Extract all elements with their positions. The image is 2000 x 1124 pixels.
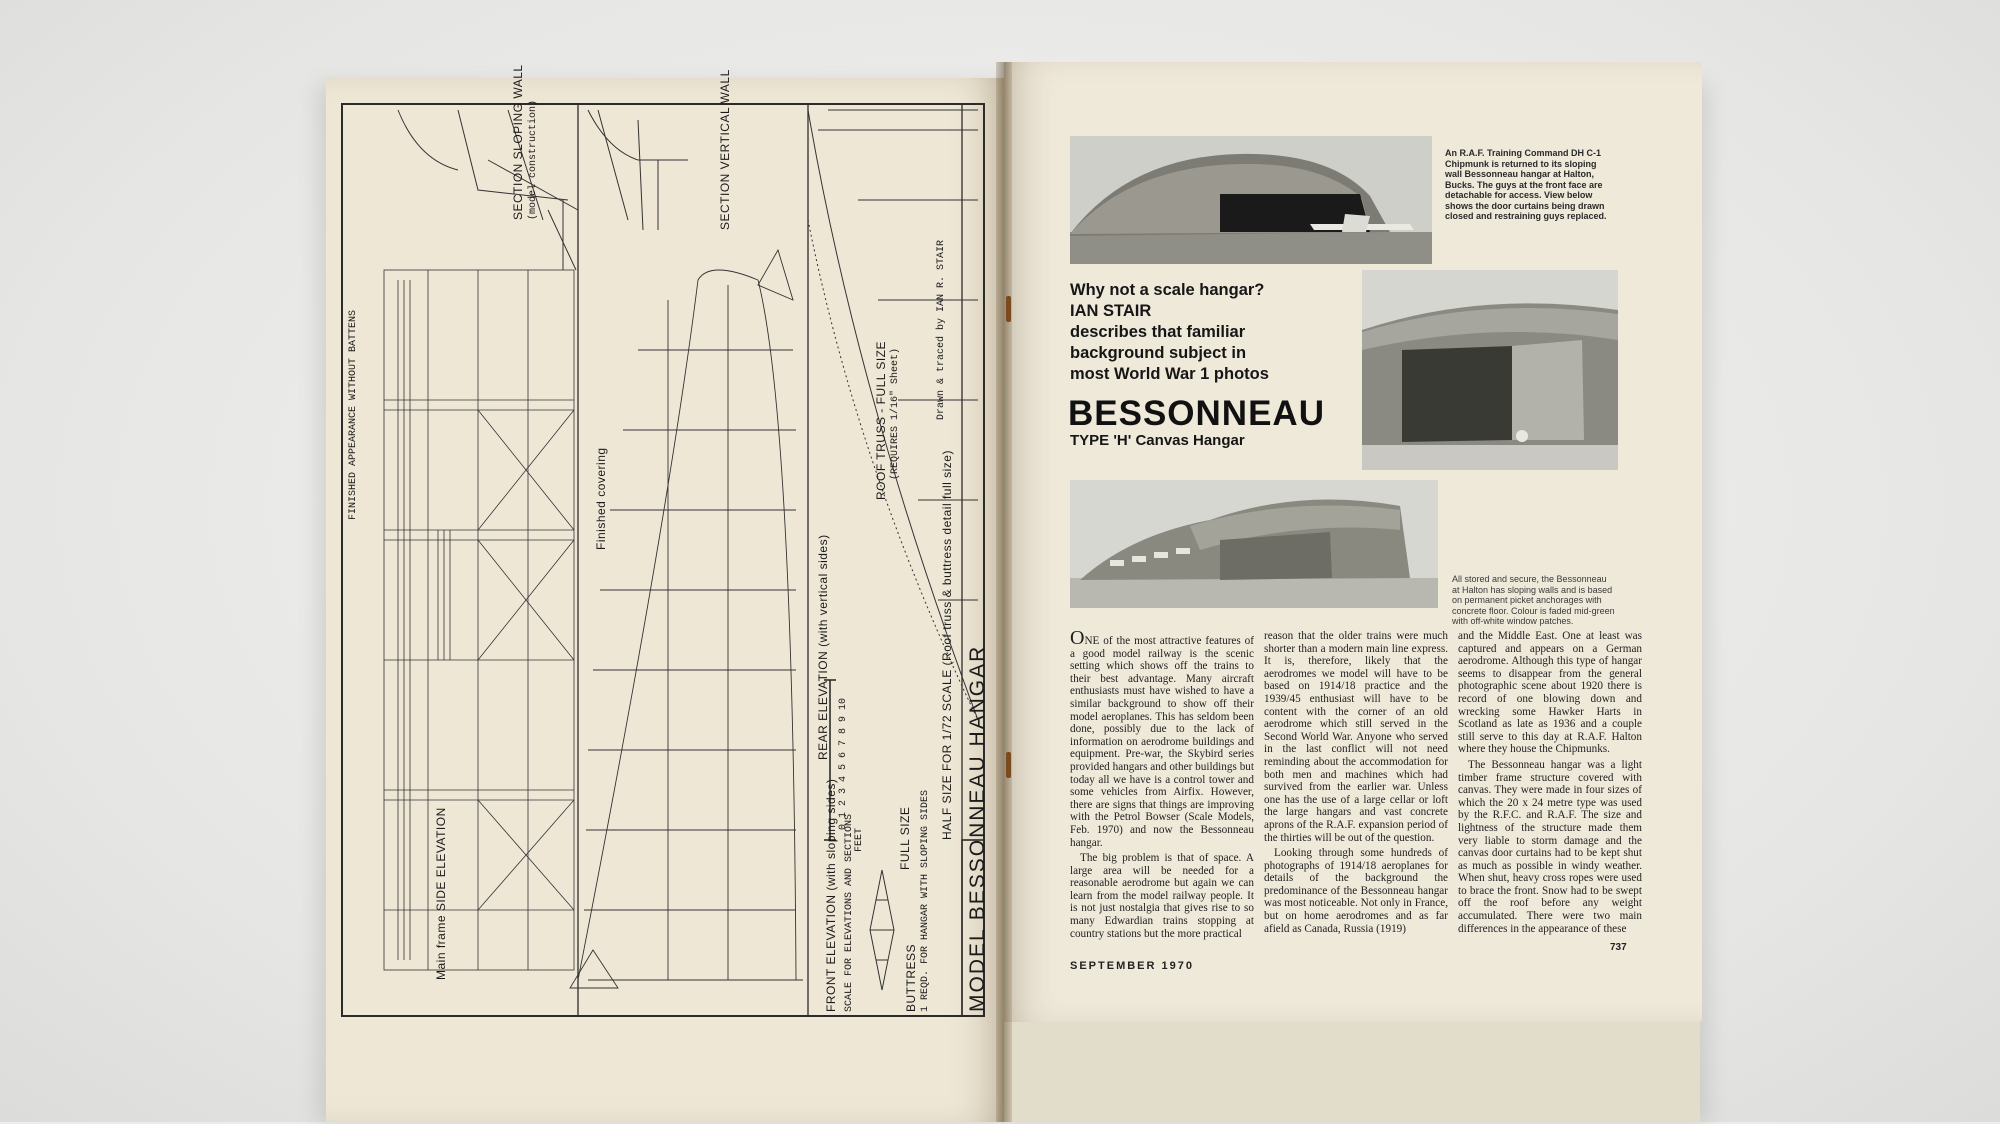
buttress-label: BUTTRESS: [904, 943, 918, 1012]
drawn-by-credit: Drawn & traced by IAN R. STAIR: [936, 239, 947, 420]
buttress-note: 1 REQD. FOR HANGAR WITH SLOPING SIDES: [920, 789, 931, 1012]
intro-line-5: most World War 1 photos: [1070, 365, 1269, 383]
body-column-2: [1264, 630, 1448, 938]
article-intro: [1070, 280, 1360, 385]
intro-line-3: describes that familiar: [1070, 323, 1246, 341]
intro-line-4: background subject in: [1070, 344, 1247, 362]
paragraph: The Bessonneau hangar was a light timber frame structure covered with canvas. They were made in four sizes of which the 20 x 24 metre type was used by the R.F.C. and R.A.F. The size and lightness of the structure made them very liable to storm damage and the canvas door curtains had to be kept shut as much as possible in windy weather. When shut, heavy cross ropes were used to brace the front. Snow had to be swept off the roof before any weight accumulated. There were two main differences in the appearance of these: [1458, 758, 1642, 935]
rear-elevation-label: REAR ELEVATION (with vertical sides): [816, 534, 830, 760]
paragraph: reason that the older trains were much shorter than a modern main line express. It is, therefore, likely that the aerodromes we model will have to be based on 1914/18 practice and the 1939/45 enthusiast will have to be content with the corner of an old aerodrome which still served in the Second World War. Anyone who served in the last conflict will not need reminding about the accommodation for both men and machines which had survived from the earlier war. Unless one has the use of a large cellar or loft the large hangars and vast concrete aprons of the R.A.F. expansion period of the thirties will be out of the question.: [1264, 630, 1448, 844]
finished-appearance-label: FINISHED APPEARANCE WITHOUT BATTENS: [348, 309, 359, 520]
paragraph: and the Middle East. One at least was captured and appears on a German aerodrome. Although this type of hangar seems to disappear from the general photographic scene about 1920 there is record of one blowing down and wrecking some Hawker Harts in Scotland as late as 1936 and a couple still serve to this day at R.A.F. Halton where they house the Chipmunks.: [1458, 630, 1642, 756]
staple-bottom: [1006, 752, 1011, 778]
finished-covering-label: Finished covering: [594, 447, 608, 550]
front-elevation-label: FRONT ELEVATION (with sloping sides): [824, 778, 838, 1012]
paragraph: ONE of the most attractive features of a good model railway is the scenic setting which shows off the trains to their best advantage. Many aircraft enthusiasts must have wished to have a similar background to show off their model aeroplanes. This has seldom been done, possibly due to the lack of information on aerodrome buildings and equipment. Pre-war, the Skybird series provided hangars and other buildings but today all we have is a control tower and some vehicles from Airfix. However, there are signs that things are improving with the Petrol Bowser (Scale Models, Feb. 1970) and now the Bessonneau hangar.: [1070, 627, 1254, 849]
half-size-label: HALF SIZE FOR 1/72 SCALE (Roof truss & buttress detail full size): [940, 450, 954, 840]
photo-hangar-chipmunk: [1070, 136, 1432, 264]
page-number: 737: [1610, 942, 1627, 953]
hangar-plan-drawing: [338, 64, 989, 1020]
article-headline: BESSONNEAU: [1068, 394, 1325, 433]
full-size-label: FULL SIZE: [898, 806, 912, 870]
paragraph: The big problem is that of space. A large area will be needed for a reasonable aerodrome but again we can learn from the model railway people. It is not just nostalgia that gives rise to so many Edwardian trains stopping at country stations but the more practical: [1070, 852, 1254, 940]
photo-hangar-closed: [1070, 480, 1438, 608]
caption-bottom: All stored and secure, the Bessonneau at Halton has sloping walls and is based on permanent picket anchorages with concrete floor. Colour is faded mid-green with off-white window patches.: [1452, 574, 1615, 626]
paragraph: Looking through some hundreds of photographs of 1914/18 aeroplanes for details of the background the predominance of the Bessonneau hangar was most noticeable. Not only in France, but on home aerodromes and as far afield as Canada, Russia (1919): [1264, 847, 1448, 935]
scale-numbers: 0 1 2 3 4 5 6 7 8 9 10: [838, 697, 849, 830]
issue-date: SEPTEMBER 1970: [1070, 960, 1194, 972]
roof-truss-note: (REQUIRES 1/16" Sheet): [890, 347, 901, 480]
body-column-1: [1070, 627, 1254, 943]
roof-truss-label: ROOF TRUSS - FULL SIZE: [874, 340, 888, 500]
staple-top: [1006, 296, 1011, 322]
drop-cap: O: [1070, 627, 1085, 649]
section-sloping-label: SECTION SLOPING WALL: [511, 64, 525, 220]
back-cover-edge: [1004, 1016, 1700, 1122]
body-column-3: [1458, 630, 1642, 938]
article-subhead: TYPE 'H' Canvas Hangar: [1070, 432, 1245, 449]
caption-top: An R.A.F. Training Command DH C-1 Chipmunk is returned to its sloping wall Bessonneau hangar at Halton, Bucks. The guys at the front face are detachable for access. View below shows the door curtains being drawn closed and restraining guys replaced.: [1445, 148, 1607, 221]
side-elevation-label: Main frame SIDE ELEVATION: [434, 807, 448, 980]
scale-note-label: SCALE FOR ELEVATIONS AND SECTIONS: [844, 813, 855, 1012]
photo-hangar-door-curtains: [1362, 270, 1618, 470]
scale-feet-label: FEET: [854, 827, 865, 852]
section-sloping-note: (model construction): [528, 99, 539, 220]
section-vertical-label: SECTION VERTICAL WALL: [718, 69, 732, 230]
drawing-title: MODEL BESSONNEAU HANGAR: [966, 644, 989, 1012]
intro-line-1: Why not a scale hangar?: [1070, 281, 1265, 299]
intro-author: IAN STAIR: [1070, 302, 1152, 320]
page-gutter: [996, 62, 1012, 1122]
